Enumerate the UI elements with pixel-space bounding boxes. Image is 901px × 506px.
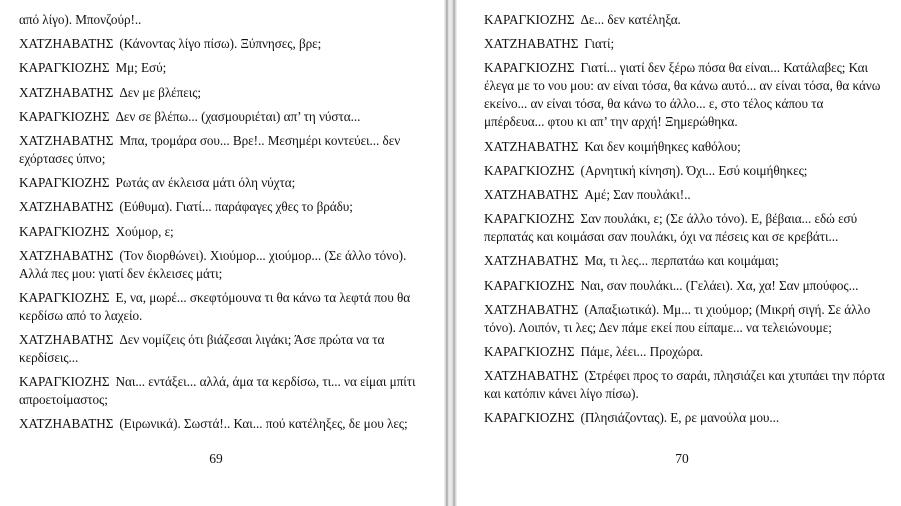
dialogue-line bbox=[484, 11, 885, 29]
dialogue-text: Χούμορ, ε; bbox=[115, 223, 174, 239]
speaker-name: ΚΑΡΑΓΚΙΟΖΗΣ bbox=[484, 211, 575, 227]
speaker-name: ΧΑΤΖΗΑΒΑΤΗΣ bbox=[19, 332, 114, 348]
dialogue-text: (Κάνοντας λίγο πίσω). Ξύπνησες, βρε; bbox=[119, 36, 322, 52]
dialogue-line bbox=[19, 223, 422, 241]
dialogue-line bbox=[19, 247, 422, 283]
dialogue-text: (Στρέφει προς το σαράι, πλησιάζει και χτυπάει την πόρτα και κατόπιν κάνει λίγο πίσω). bbox=[484, 368, 885, 402]
speaker-name: ΧΑΤΖΗΑΒΑΤΗΣ bbox=[484, 253, 579, 269]
dialogue-line bbox=[484, 367, 885, 403]
speaker-name: ΚΑΡΑΓΚΙΟΖΗΣ bbox=[484, 277, 575, 293]
speaker-name: ΚΑΡΑΓΚΙΟΖΗΣ bbox=[484, 12, 575, 27]
dialogue-text: Δεν νομίζεις ότι βιάζεσαι λιγάκι; Άσε πρώτα να τα κερδίσεις... bbox=[19, 332, 385, 366]
speaker-name: ΧΑΤΖΗΑΒΑΤΗΣ bbox=[19, 36, 114, 52]
speaker-name: ΚΑΡΑΓΚΙΟΖΗΣ bbox=[484, 410, 575, 426]
dialogue-line bbox=[19, 11, 422, 29]
speaker-name: ΚΑΡΑΓΚΙΟΖΗΣ bbox=[19, 60, 110, 76]
speaker-name: ΚΑΡΑΓΚΙΟΖΗΣ bbox=[19, 223, 110, 239]
dialogue-text: (Πλησιάζοντας). Ε, ρε μανούλα μου... bbox=[580, 410, 780, 426]
speaker-name: ΚΑΡΑΓΚΙΟΖΗΣ bbox=[19, 108, 110, 124]
dialogue-line bbox=[19, 331, 422, 367]
dialogue-text: (Αρνητική κίνηση). Όχι... Εσύ κοιμήθηκες; bbox=[580, 162, 808, 178]
dialogue-text: Ρωτάς αν έκλεισα μάτι όλη νύχτα; bbox=[115, 175, 296, 191]
speaker-name: ΚΑΡΑΓΚΙΟΖΗΣ bbox=[19, 289, 110, 305]
dialogue-text: Γιατί; bbox=[584, 36, 615, 52]
dialogue-line bbox=[19, 198, 422, 216]
dialogue-line bbox=[19, 174, 422, 192]
dialogue-line bbox=[484, 162, 885, 180]
dialogue-text: Ε, να, μωρέ... σκεφτόμουνα τι θα κάνω τα λεφτά που θα κερδίσω από το λαχείο. bbox=[19, 289, 411, 323]
dialogue-line bbox=[484, 343, 885, 361]
dialogue-line bbox=[19, 415, 422, 433]
dialogue-line bbox=[484, 301, 885, 337]
speaker-name: ΧΑΤΖΗΑΒΑΤΗΣ bbox=[484, 301, 579, 317]
dialogue-line bbox=[19, 373, 422, 409]
dialogue-line bbox=[19, 132, 422, 168]
dialogue-line bbox=[19, 84, 422, 102]
dialogue-text: Δε... δεν κατέληξα. bbox=[580, 12, 681, 27]
dialogue-line bbox=[19, 59, 422, 77]
left-page bbox=[0, 0, 444, 506]
dialogue-text: Γιατί... γιατί δεν ξέρω πόσα θα είναι... Κατάλαβες; Και έλεγα με το νου μου: αν είναι τόσα, θα κάνω αυτό... αν είναι τόσα, θα κάνω εκείνο... αν είναι τόσα, θα κάνω το άλλο... ε, στο τέλος κάπου τα μπέρδευα... φτου κι απ’ την αρχή! Ξημερώθηκα. bbox=[484, 60, 881, 130]
page-number-right: 70 bbox=[675, 451, 689, 466]
dialogue-line bbox=[484, 138, 885, 156]
book-gutter bbox=[444, 0, 457, 506]
speaker-name: ΧΑΤΖΗΑΒΑΤΗΣ bbox=[19, 84, 114, 100]
speaker-name: ΧΑΤΖΗΑΒΑΤΗΣ bbox=[484, 186, 579, 202]
speaker-name: ΚΑΡΑΓΚΙΟΖΗΣ bbox=[484, 343, 575, 359]
dialogue-text: Ναι, σαν πουλάκι... (Γελάει). Χα, χα! Σαν μπούφος... bbox=[580, 277, 859, 293]
dialogue-line bbox=[484, 35, 885, 53]
dialogue-text: Σαν πουλάκι, ε; (Σε άλλο τόνο). Ε, βέβαια... εδώ εσύ περπατάς και κοιμάσαι σαν πουλάκι, όχι να πέσεις και σε κρεβάτι... bbox=[484, 211, 858, 245]
dialogue-text: Ναι... εντάξει... αλλά, άμα τα κερδίσω, τι... να είμαι μπίτι απροετοίμαστος; bbox=[19, 374, 416, 408]
dialogue-line bbox=[484, 409, 885, 427]
dialogue-line bbox=[19, 289, 422, 325]
speaker-name: ΧΑΤΖΗΑΒΑΤΗΣ bbox=[19, 199, 114, 215]
dialogue-line bbox=[19, 35, 422, 53]
left-page-text bbox=[19, 11, 422, 440]
dialogue-line bbox=[484, 277, 885, 295]
dialogue-text: Και δεν κοιμήθηκες καθόλου; bbox=[584, 138, 741, 154]
speaker-name: ΧΑΤΖΗΑΒΑΤΗΣ bbox=[484, 36, 579, 52]
speaker-name: ΧΑΤΖΗΑΒΑΤΗΣ bbox=[19, 416, 114, 432]
page-number-left: 69 bbox=[209, 451, 223, 466]
dialogue-text: Μπα, τρομάρα σου... Βρε!.. Μεσημέρι κοντεύει... δεν εχόρτασες ύπνο; bbox=[19, 132, 401, 166]
speaker-name: ΧΑΤΖΗΑΒΑΤΗΣ bbox=[484, 138, 579, 154]
dialogue-line bbox=[484, 210, 885, 246]
speaker-name: ΧΑΤΖΗΑΒΑΤΗΣ bbox=[484, 368, 579, 384]
dialogue-text: Δεν με βλέπεις; bbox=[119, 84, 202, 100]
dialogue-text: από λίγο). Μπονζούρ!.. bbox=[19, 12, 142, 27]
speaker-name: ΚΑΡΑΓΚΙΟΖΗΣ bbox=[19, 374, 110, 390]
dialogue-text: (Απαξιωτικά). Μμ... τι χιούμορ; (Μικρή σιγή. Σε άλλο τόνο). Λοιπόν, τι λες; Δεν πάμε εκεί που είπαμε... να τελειώνουμε; bbox=[484, 301, 871, 335]
speaker-name: ΚΑΡΑΓΚΙΟΖΗΣ bbox=[19, 175, 110, 191]
right-page bbox=[457, 0, 901, 506]
dialogue-text: (Ειρωνικά). Σωστά!.. Και... πού κατέληξες, δε μου λες; bbox=[119, 416, 408, 432]
dialogue-text: Δεν σε βλέπω... (χασμουριέται) απ’ τη νύστα... bbox=[115, 108, 361, 124]
dialogue-line bbox=[484, 186, 885, 204]
dialogue-line bbox=[484, 59, 885, 131]
right-page-text bbox=[484, 11, 885, 433]
dialogue-line bbox=[484, 252, 885, 270]
dialogue-text: Μα, τι λες... περπατάω και κοιμάμαι; bbox=[584, 253, 779, 269]
dialogue-text: Μμ; Εσύ; bbox=[115, 60, 167, 76]
speaker-name: ΚΑΡΑΓΚΙΟΖΗΣ bbox=[484, 162, 575, 178]
dialogue-text: Πάμε, λέει... Προχώρα. bbox=[580, 343, 703, 359]
speaker-name: ΧΑΤΖΗΑΒΑΤΗΣ bbox=[19, 247, 114, 263]
dialogue-text: Αμέ; Σαν πουλάκι!.. bbox=[584, 186, 691, 202]
speaker-name: ΚΑΡΑΓΚΙΟΖΗΣ bbox=[484, 60, 575, 76]
dialogue-line bbox=[19, 108, 422, 126]
dialogue-text: (Τον διορθώνει). Χιούμορ... χιούμορ... (Σε άλλο τόνο). Αλλά πες μου: γιατί δεν έκλεισες μάτι; bbox=[19, 247, 407, 281]
speaker-name: ΧΑΤΖΗΑΒΑΤΗΣ bbox=[19, 132, 114, 148]
dialogue-text: (Εύθυμα). Γιατί... παράφαγες χθες το βράδυ; bbox=[119, 199, 353, 215]
